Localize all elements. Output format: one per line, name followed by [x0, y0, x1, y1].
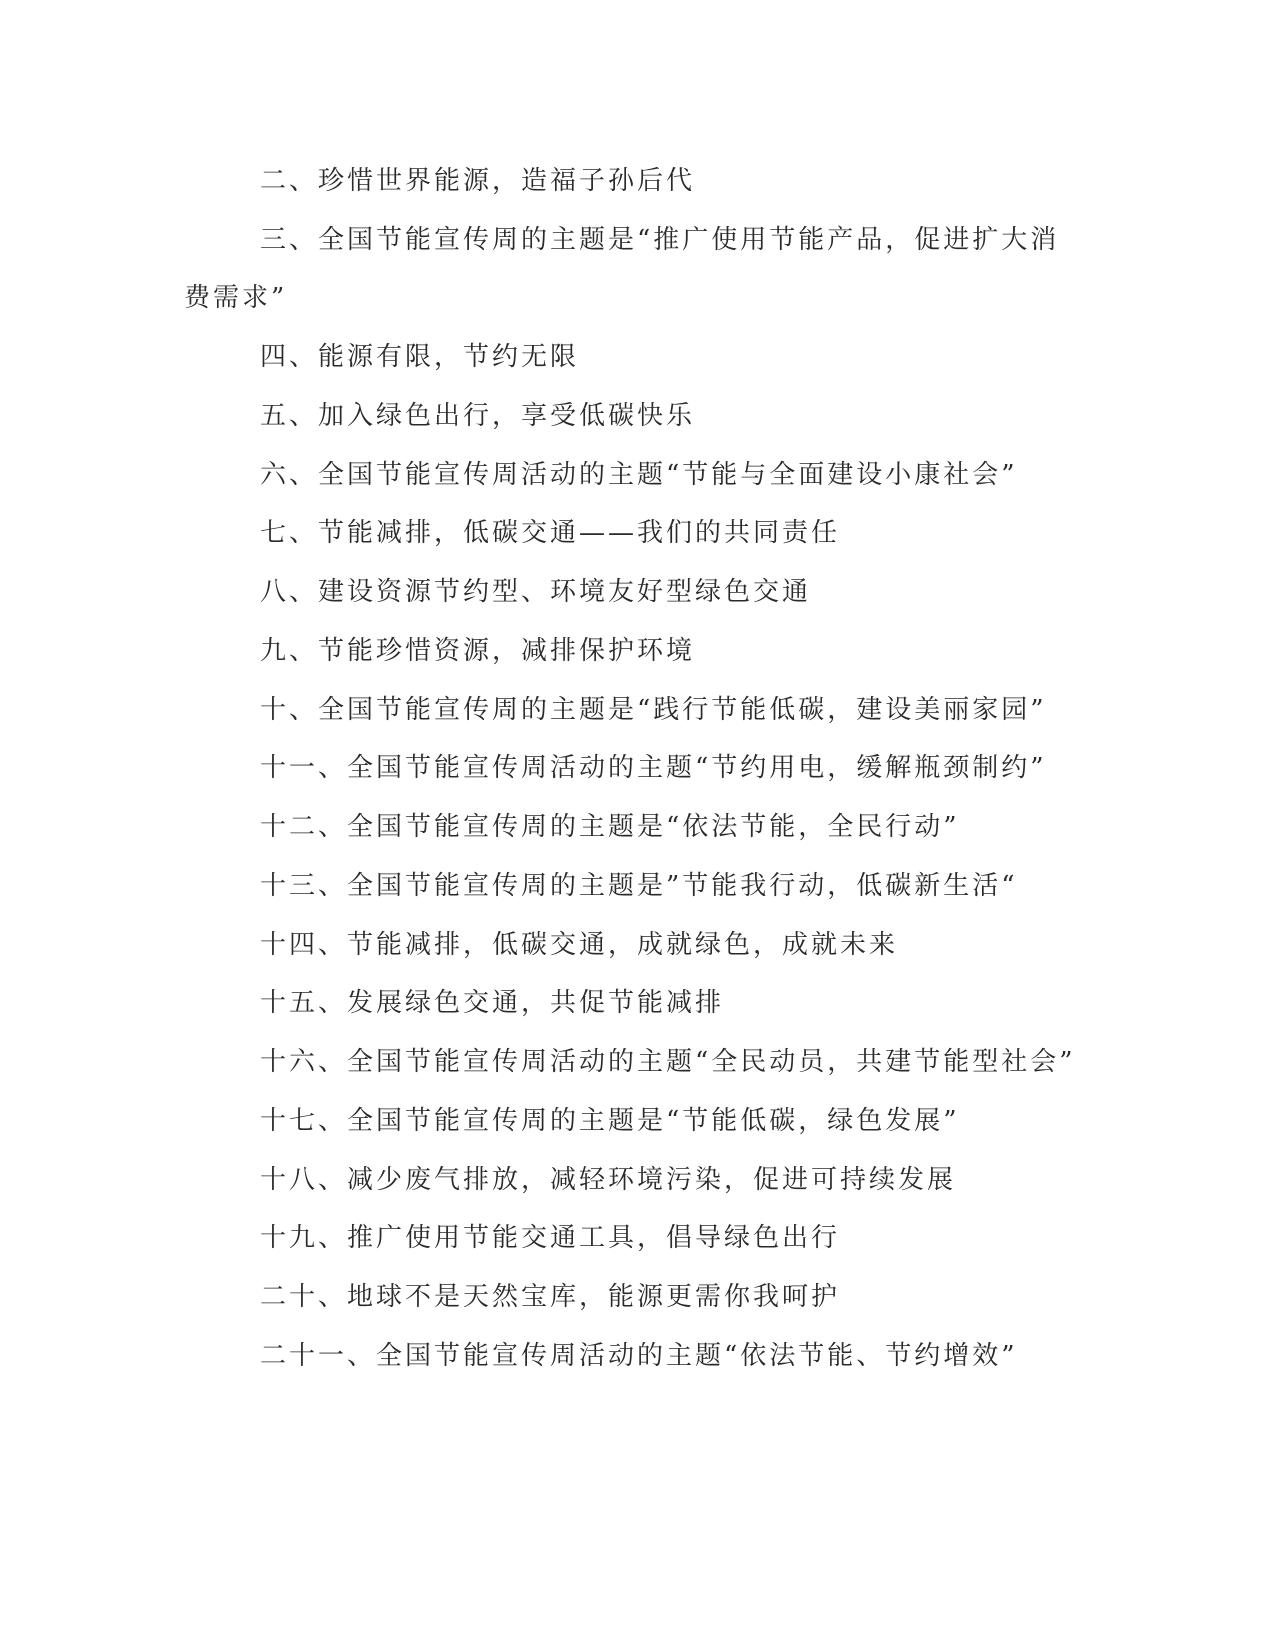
slogan-line-12: 十二、全国节能宣传周的主题是“依法节能，全民行动”: [260, 812, 960, 842]
slogan-line-21: 二十一、全国节能宣传周活动的主题“依法节能、节约增效”: [260, 1341, 1018, 1371]
slogan-line-13: 十三、全国节能宣传周的主题是”节能我行动，低碳新生活“: [260, 871, 1018, 901]
slogan-line-20: 二十、地球不是天然宝库，能源更需你我呵护: [260, 1282, 841, 1312]
slogan-line-15: 十五、发展绿色交通，共促节能减排: [260, 988, 725, 1018]
slogan-line-2: 二、珍惜世界能源，造福子孙后代: [260, 166, 696, 196]
slogan-line-5: 五、加入绿色出行，享受低碳快乐: [260, 401, 696, 431]
slogan-line-10: 十、全国节能宣传周的主题是“践行节能低碳，建设美丽家园”: [260, 695, 1047, 725]
slogan-line-9: 九、节能珍惜资源，减排保护环境: [260, 636, 696, 666]
slogan-line-17: 十七、全国节能宣传周的主题是“节能低碳，绿色发展”: [260, 1106, 960, 1136]
slogan-line-11: 十一、全国节能宣传周活动的主题“节约用电，缓解瓶颈制约”: [260, 753, 1047, 783]
slogan-line-6: 六、全国节能宣传周活动的主题“节能与全面建设小康社会”: [260, 460, 1018, 490]
slogan-line-19: 十九、推广使用节能交通工具，倡导绿色出行: [260, 1223, 841, 1253]
slogan-line-3: 三、全国节能宣传周的主题是“推广使用节能产品，促进扩大消费需求”: [184, 225, 1060, 313]
slogan-line-8: 八、建设资源节约型、环境友好型绿色交通: [260, 577, 812, 607]
slogan-line-18: 十八、减少废气排放，减轻环境污染，促进可持续发展: [260, 1165, 957, 1195]
slogan-line-14: 十四、节能减排，低碳交通，成就绿色，成就未来: [260, 930, 899, 960]
slogan-line-16: 十六、全国节能宣传周活动的主题“全民动员，共建节能型社会”: [260, 1047, 1076, 1077]
slogan-line-4: 四、能源有限，节约无限: [260, 342, 580, 372]
slogan-line-7: 七、节能减排，低碳交通——我们的共同责任: [260, 518, 841, 548]
